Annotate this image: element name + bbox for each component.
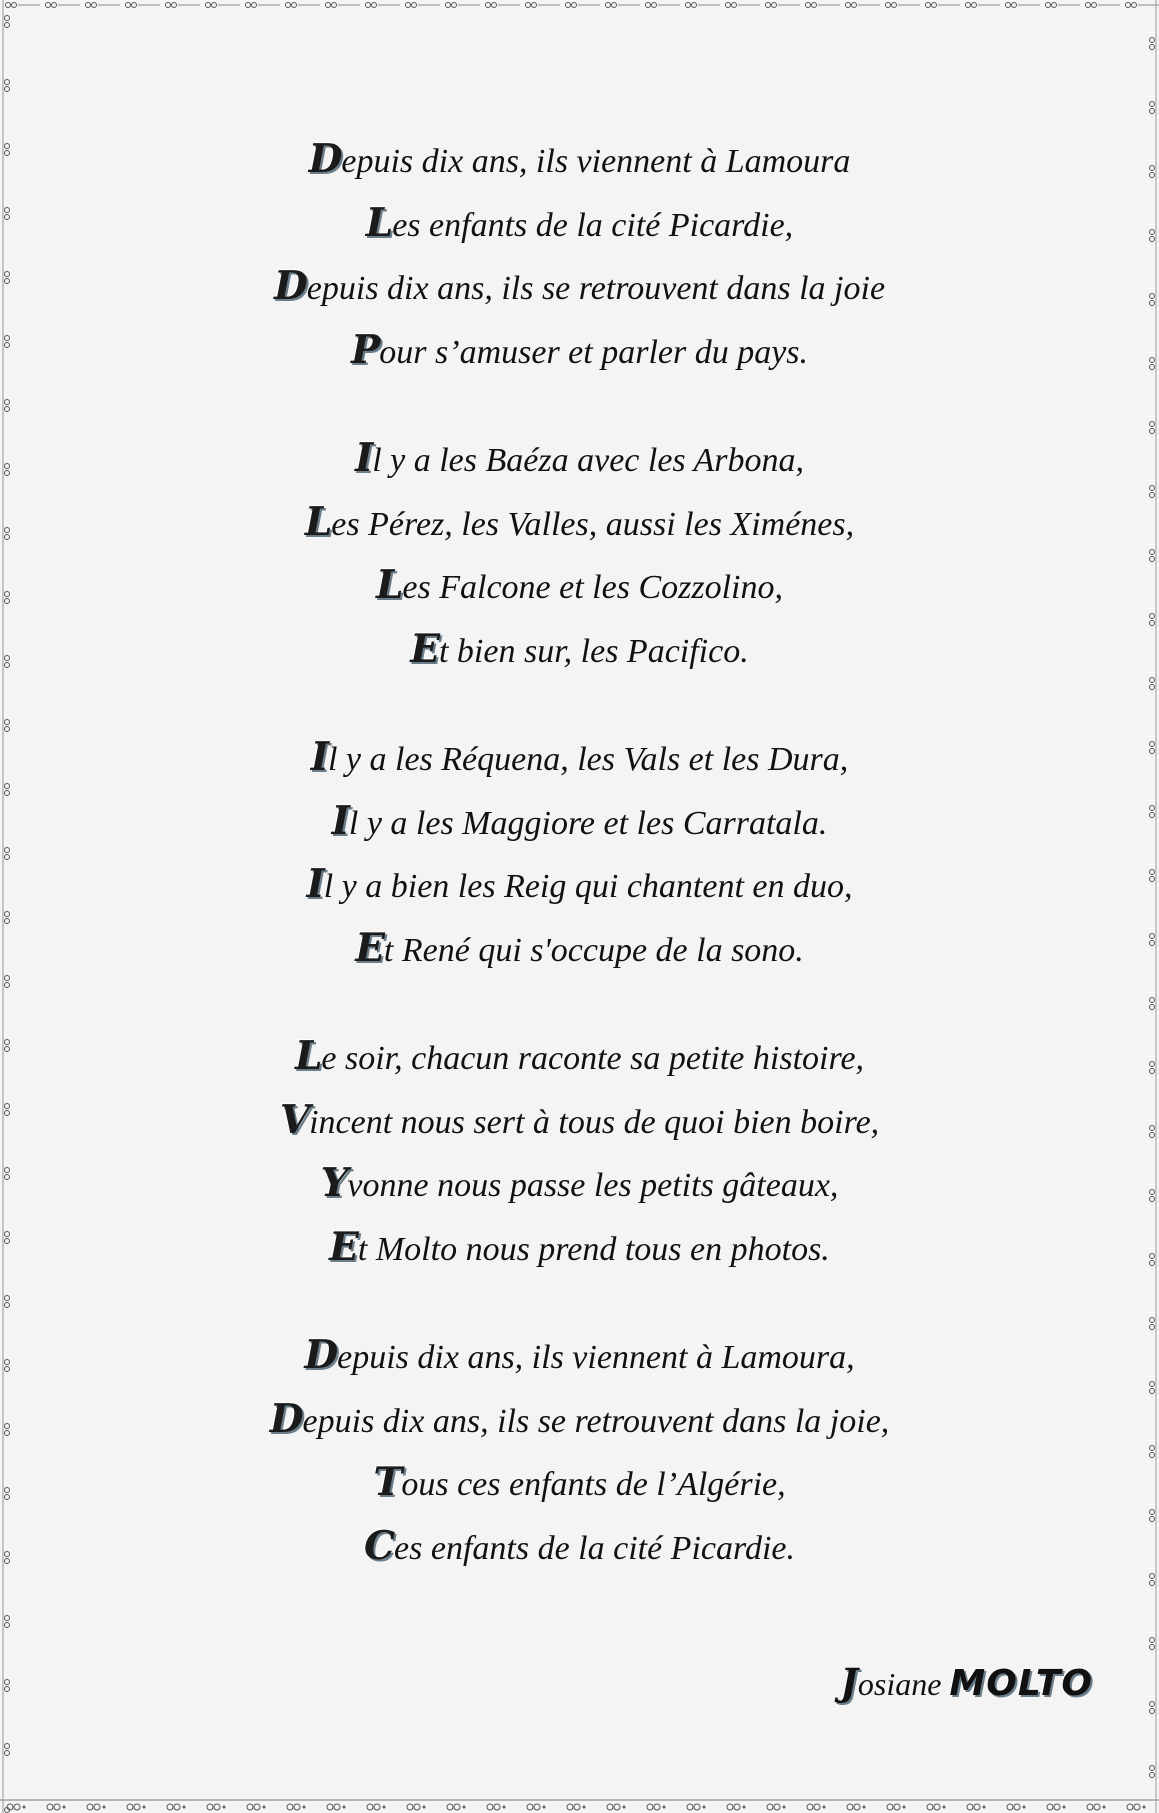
poem-line (0, 255, 1159, 319)
signature-first-name: osiane (857, 1666, 942, 1702)
drop-cap-letter: E (355, 924, 384, 971)
border-pattern-top (0, 0, 1159, 10)
drop-cap-letter: D (273, 263, 307, 309)
poem-line (0, 726, 1159, 790)
line-text: l y a les Réquena, les Vals et les Dura, (327, 741, 849, 778)
poem-line (0, 1216, 1159, 1280)
poem-body (0, 128, 1159, 1578)
drop-cap-letter: E (410, 625, 439, 672)
ornamental-border-top (0, 0, 1159, 10)
line-text: t Molto nous prend tous en photos. (357, 1230, 830, 1268)
poem-line (0, 1388, 1159, 1452)
line-text: epuis dix ans, ils se retrouvent dans la joie (306, 270, 886, 307)
drop-cap-letter: D (269, 1395, 303, 1442)
drop-cap-letter: I (306, 861, 324, 907)
poem-line (0, 1324, 1159, 1388)
ornamental-border-bottom (0, 1796, 1159, 1813)
poem-line (0, 319, 1159, 383)
stanza (0, 427, 1159, 681)
poem-line (0, 1515, 1159, 1579)
line-text: l y a les Maggiore et les Carratala. (348, 804, 828, 842)
signature-first-initial: J (840, 1660, 858, 1704)
line-text: our s’amuser et parler du pays. (379, 333, 809, 371)
line-text: vonne nous passe les petits gâteaux, (347, 1167, 839, 1204)
drop-cap-letter: L (294, 1033, 322, 1079)
border-pattern-bottom (0, 1796, 1159, 1813)
poem-line (0, 1451, 1159, 1515)
poem-line (0, 1152, 1159, 1216)
poem-line (0, 128, 1159, 192)
poem-line (0, 192, 1159, 256)
drop-cap-letter: C (363, 1522, 395, 1569)
drop-cap-letter: V (279, 1096, 310, 1143)
stanza (0, 1025, 1159, 1279)
drop-cap-letter: D (304, 1332, 338, 1378)
line-text: epuis dix ans, ils se retrouvent dans la joie, (302, 1402, 890, 1440)
stanza (0, 128, 1159, 382)
drop-cap-letter: L (376, 562, 403, 608)
line-text: epuis dix ans, ils viennent à Lamoura (341, 143, 851, 180)
poem-line (0, 491, 1159, 555)
poem-line (0, 618, 1159, 682)
drop-cap-letter: D (308, 136, 342, 182)
signature-last-name: MOLTO (949, 1663, 1093, 1704)
line-text: es Pérez, les Valles, aussi les Ximénes, (331, 505, 855, 543)
line-text: l y a bien les Reig qui chantent en duo, (323, 868, 853, 905)
poem-line (0, 427, 1159, 491)
drop-cap-letter: T (373, 1459, 402, 1505)
poem-line (0, 790, 1159, 854)
drop-cap-letter: L (304, 498, 332, 545)
poem-line (0, 853, 1159, 917)
line-text: e soir, chacun raconte sa petite histoire, (321, 1040, 865, 1077)
line-text: es enfants de la cité Picardie, (392, 206, 794, 244)
drop-cap-letter: I (310, 734, 328, 780)
drop-cap-letter: L (365, 199, 393, 246)
line-text: epuis dix ans, ils viennent à Lamoura, (337, 1339, 855, 1376)
line-text: es enfants de la cité Picardie. (394, 1529, 795, 1567)
poem-line (0, 1089, 1159, 1153)
poem-line (0, 917, 1159, 981)
line-text: incent nous sert à tous de quoi bien boire, (309, 1103, 880, 1141)
poem-line (0, 1025, 1159, 1089)
drop-cap-letter: Y (320, 1160, 348, 1206)
poem-line (0, 554, 1159, 618)
line-text: t bien sur, les Pacifico. (438, 632, 749, 670)
line-text: l y a les Baéza avec les Arbona, (372, 442, 805, 479)
author-signature (840, 1660, 1093, 1704)
drop-cap-letter: I (354, 435, 373, 481)
line-text: es Falcone et les Cozzolino, (402, 569, 783, 606)
drop-cap-letter: E (329, 1223, 358, 1270)
drop-cap-letter: P (350, 326, 380, 373)
line-text: t René qui s'occupe de la sono. (383, 931, 804, 969)
stanza (0, 726, 1159, 980)
drop-cap-letter: I (331, 797, 349, 844)
stanza (0, 1324, 1159, 1578)
line-text: ous ces enfants de l’Algérie, (401, 1466, 786, 1503)
